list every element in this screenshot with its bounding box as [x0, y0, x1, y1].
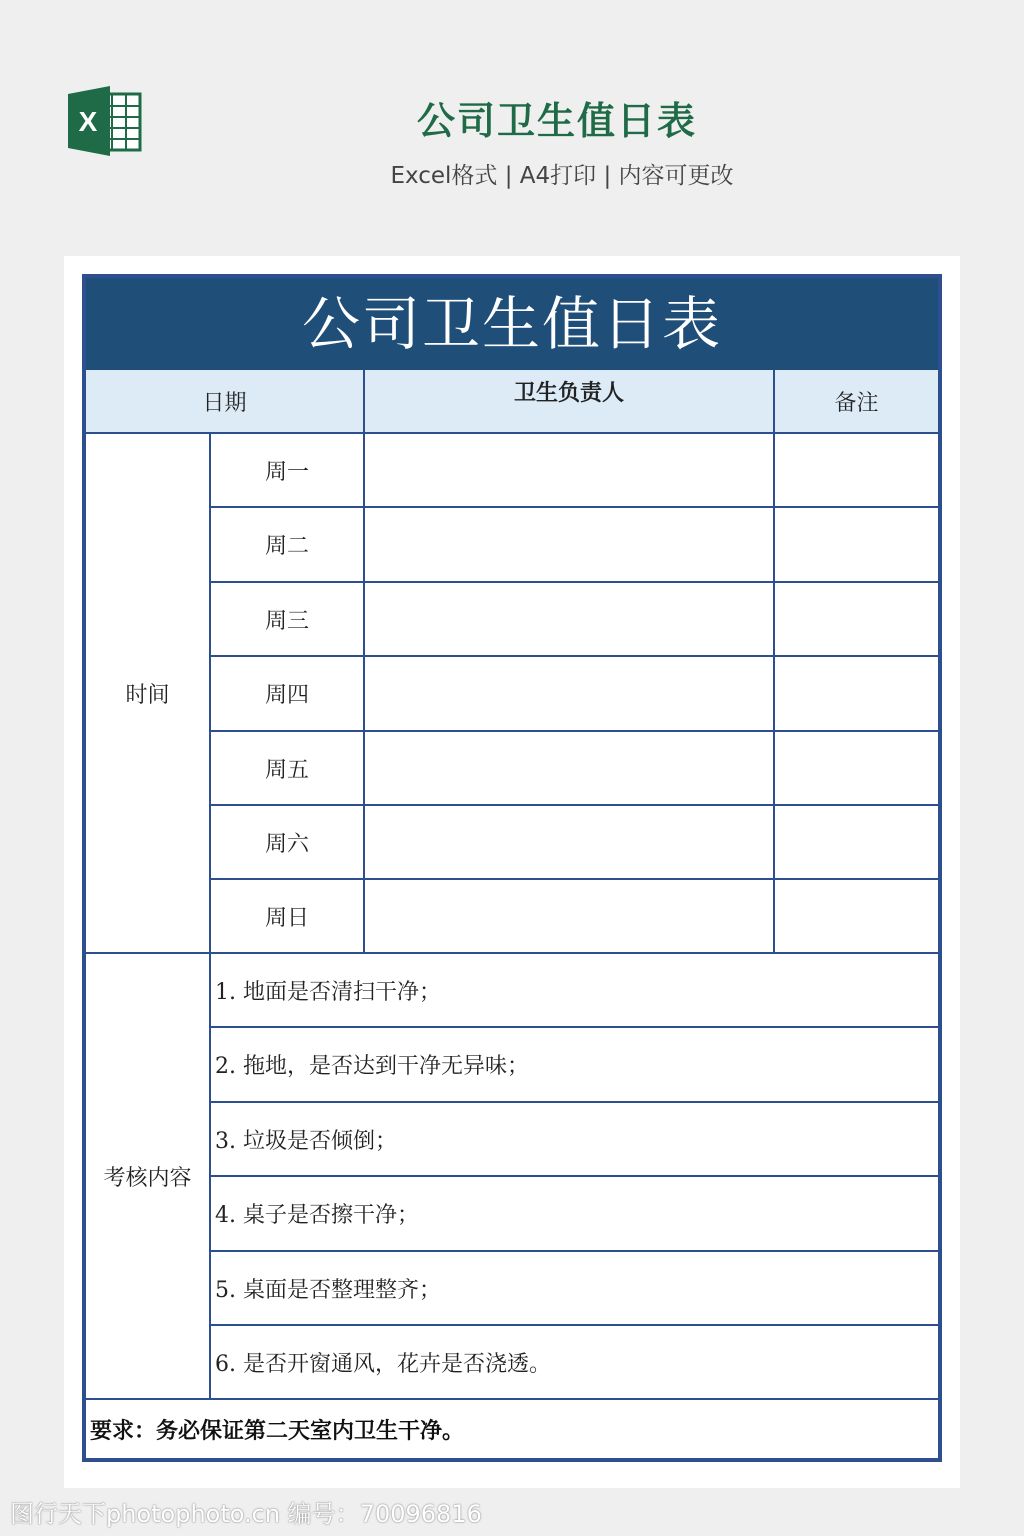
sheet-title: 公司卫生值日表	[86, 278, 938, 370]
header-date: 日期	[86, 370, 365, 434]
time-label: 时间	[86, 434, 211, 954]
header-note: 备注	[775, 370, 938, 434]
day-cell: 周四	[211, 657, 365, 732]
check-item: 5. 桌面是否整理整齐；	[211, 1252, 938, 1326]
person-cell[interactable]	[365, 434, 775, 508]
note-cell[interactable]	[775, 434, 938, 508]
header-person: 卫生负责人	[365, 370, 775, 434]
check-item: 2. 拖地，是否达到干净无异味；	[211, 1028, 938, 1103]
check-item: 1. 地面是否清扫干净；	[211, 954, 938, 1028]
requirement-note: 要求：务必保证第二天室内卫生干净。	[90, 1417, 465, 1444]
day-cell: 周二	[211, 508, 365, 583]
note-cell[interactable]	[775, 732, 938, 806]
watermark: 图行天下photophoto.cn 编号：70096816	[10, 1500, 482, 1528]
duty-table	[82, 274, 942, 1462]
note-cell[interactable]	[775, 657, 938, 732]
person-cell[interactable]	[365, 732, 775, 806]
person-cell[interactable]	[365, 583, 775, 657]
page-subtitle: Excel格式 | A4打印 | 内容可更改	[390, 163, 734, 189]
day-cell: 周六	[211, 806, 365, 880]
page-title: 公司卫生值日表	[416, 99, 697, 143]
note-cell[interactable]	[775, 880, 938, 954]
note-cell[interactable]	[775, 583, 938, 657]
note-cell[interactable]	[775, 508, 938, 583]
person-cell[interactable]	[365, 806, 775, 880]
note-cell[interactable]	[775, 806, 938, 880]
excel-icon-letter: X	[78, 106, 98, 137]
day-cell: 周三	[211, 583, 365, 657]
check-label: 考核内容	[86, 954, 211, 1400]
person-cell[interactable]	[365, 880, 775, 954]
check-item: 4. 桌子是否擦干净；	[211, 1177, 938, 1252]
day-cell: 周日	[211, 880, 365, 954]
check-item: 6. 是否开窗通风，花卉是否浇透。	[211, 1326, 938, 1400]
day-cell: 周一	[211, 434, 365, 508]
person-cell[interactable]	[365, 508, 775, 583]
person-cell[interactable]	[365, 657, 775, 732]
check-item: 3. 垃圾是否倾倒；	[211, 1103, 938, 1177]
day-cell: 周五	[211, 732, 365, 806]
